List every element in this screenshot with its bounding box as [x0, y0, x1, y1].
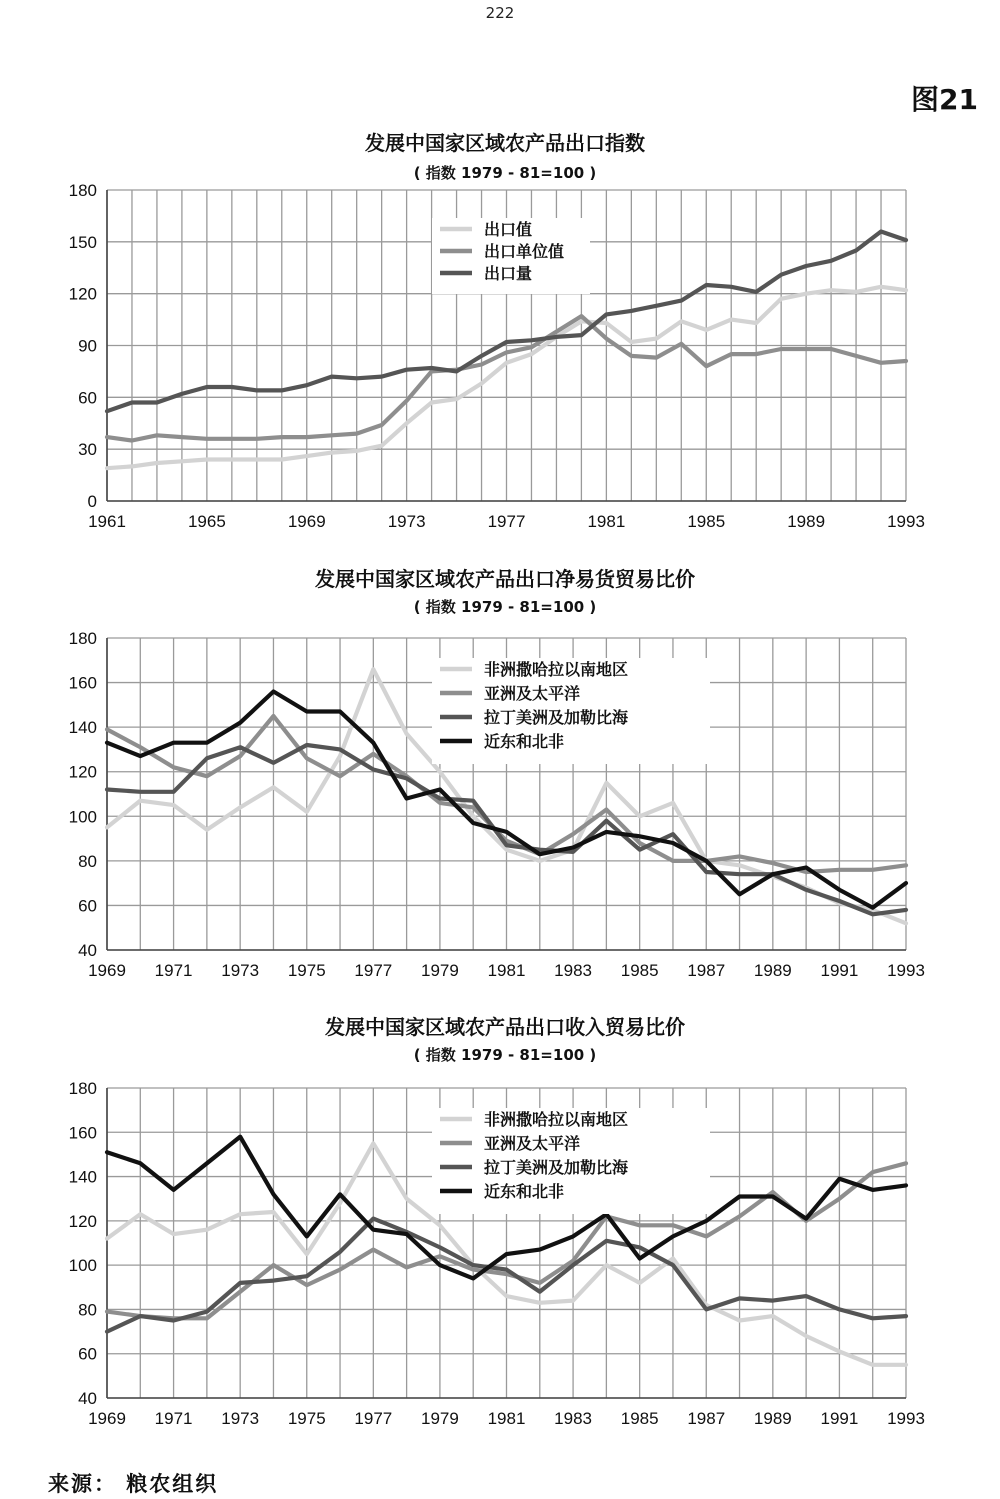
x-tick-label: 1983 [554, 1409, 592, 1428]
legend-label: 非洲撒哈拉以南地区 [484, 1110, 629, 1129]
x-tick-label: 1991 [820, 1409, 859, 1428]
y-tick-label: 140 [68, 718, 97, 738]
legend [432, 1108, 710, 1214]
y-tick-label: 160 [68, 1123, 97, 1143]
y-tick-label: 0 [87, 492, 97, 511]
x-tick-label: 1969 [287, 512, 326, 531]
legend-label: 近东和北非 [484, 732, 565, 751]
legend-label: 拉丁美洲及加勒比海 [484, 708, 629, 727]
x-tick-label: 1985 [620, 961, 659, 980]
x-tick-label: 1987 [687, 961, 726, 980]
x-tick-label: 1969 [88, 1409, 126, 1428]
x-tick-label: 1983 [554, 961, 592, 980]
x-tick-label: 1991 [820, 961, 859, 980]
x-tick-label: 1981 [487, 1409, 526, 1428]
x-tick-label: 1979 [421, 1409, 459, 1428]
x-tick-label: 1989 [753, 1409, 792, 1428]
y-tick-label: 180 [68, 181, 97, 200]
y-tick-label: 60 [78, 388, 97, 408]
y-tick-label: 60 [78, 896, 97, 916]
y-tick-label: 140 [68, 1167, 97, 1187]
legend-label: 出口量 [484, 264, 533, 283]
x-tick-label: 1977 [487, 512, 526, 531]
x-tick-label: 1993 [887, 512, 925, 531]
x-tick-label: 1973 [221, 961, 260, 980]
x-tick-label: 1971 [154, 1409, 193, 1428]
legend-label: 出口单位值 [484, 242, 565, 261]
legend [432, 658, 710, 764]
y-tick-label: 120 [68, 284, 97, 304]
x-tick-label: 1993 [887, 1409, 925, 1428]
x-tick-label: 1975 [287, 1409, 326, 1428]
x-tick-label: 1971 [154, 961, 193, 980]
x-tick-label: 1989 [787, 512, 826, 531]
y-tick-label: 150 [68, 232, 97, 252]
legend-label: 亚洲及太平洋 [484, 1134, 581, 1153]
x-tick-label: 1975 [287, 961, 326, 980]
y-tick-label: 80 [78, 1300, 97, 1320]
y-tick-label: 180 [68, 1079, 97, 1098]
y-tick-label: 100 [68, 1256, 97, 1276]
y-tick-label: 100 [68, 807, 97, 827]
x-tick-label: 1993 [887, 961, 925, 980]
chart-title: 发展中国家区域农产品出口净易货贸易比价 [315, 567, 695, 591]
y-tick-label: 80 [78, 851, 97, 871]
y-tick-label: 180 [68, 629, 97, 648]
x-tick-label: 1973 [221, 1409, 260, 1428]
chart-subtitle: ( 指数 1979 - 81=100 ) [413, 1046, 597, 1064]
x-tick-label: 1961 [88, 512, 126, 531]
chart-subtitle: ( 指数 1979 - 81=100 ) [413, 598, 597, 616]
x-tick-label: 1979 [421, 961, 459, 980]
chart-net-barter-terms-of-trade [0, 560, 1000, 990]
x-tick-label: 1977 [354, 961, 393, 980]
y-tick-label: 40 [78, 1389, 97, 1408]
chart-title: 发展中国家区域农产品出口收入贸易比价 [325, 1015, 685, 1039]
y-tick-label: 30 [78, 440, 97, 460]
y-tick-label: 120 [68, 762, 97, 782]
chart-income-terms-of-trade [0, 1008, 1000, 1438]
x-tick-label: 1985 [620, 1409, 659, 1428]
x-tick-label: 1973 [387, 512, 426, 531]
x-tick-label: 1981 [587, 512, 626, 531]
legend-label: 非洲撒哈拉以南地区 [484, 660, 629, 679]
chart-title: 发展中国家区域农产品出口指数 [365, 131, 645, 155]
legend-label: 拉丁美洲及加勒比海 [484, 1158, 629, 1177]
page-number: 222 [485, 4, 515, 22]
x-tick-label: 1969 [88, 961, 126, 980]
x-tick-label: 1989 [753, 961, 792, 980]
legend-label: 出口值 [484, 220, 533, 239]
figure-label: 图21 [911, 83, 978, 116]
legend-label: 亚洲及太平洋 [484, 684, 581, 703]
y-tick-label: 40 [78, 941, 97, 960]
y-tick-label: 120 [68, 1211, 97, 1231]
x-tick-label: 1985 [687, 512, 726, 531]
legend [432, 218, 590, 294]
x-tick-label: 1977 [354, 1409, 393, 1428]
x-tick-label: 1981 [487, 961, 526, 980]
x-tick-label: 1987 [687, 1409, 726, 1428]
y-tick-label: 60 [78, 1344, 97, 1364]
y-tick-label: 90 [78, 336, 97, 356]
source-note: 来源： 粮农组织 [48, 1472, 219, 1496]
chart-subtitle: ( 指数 1979 - 81=100 ) [413, 164, 597, 182]
y-tick-label: 160 [68, 673, 97, 693]
legend-label: 近东和北非 [484, 1182, 565, 1201]
chart-export-index [0, 120, 1000, 540]
x-tick-label: 1965 [187, 512, 226, 531]
